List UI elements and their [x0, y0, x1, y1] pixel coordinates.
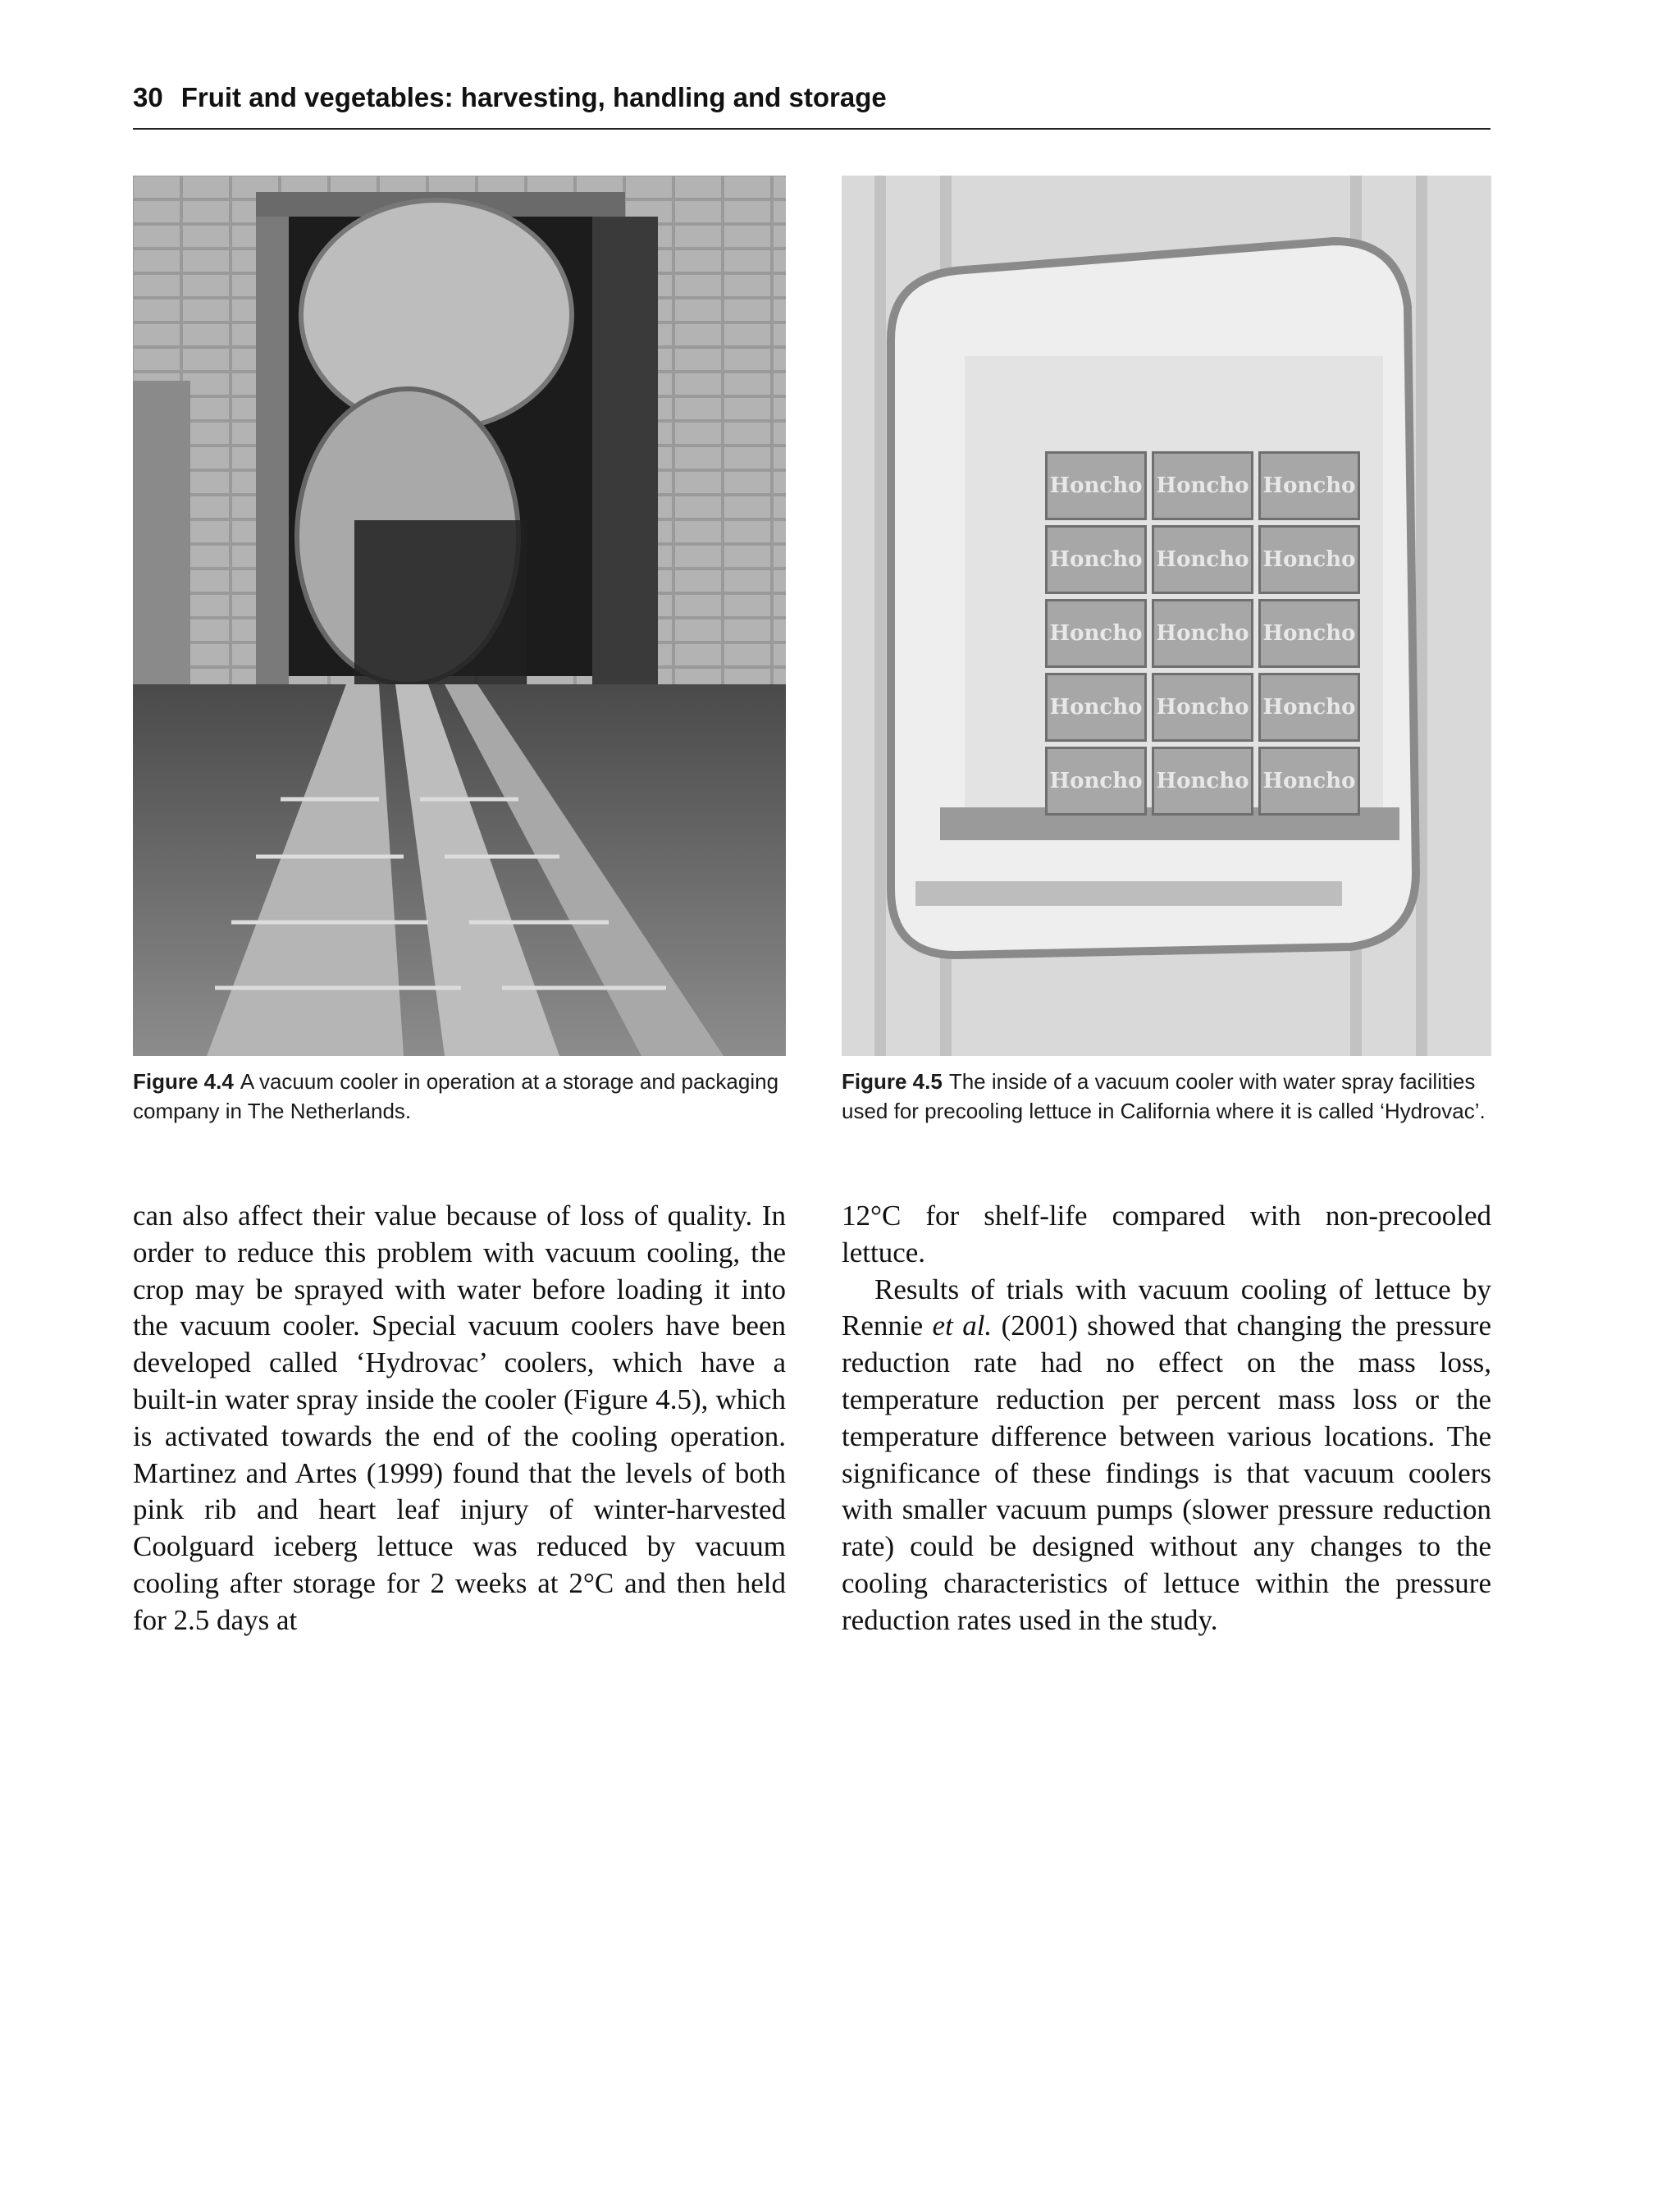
lettuce-box-stack: [1045, 451, 1365, 819]
lettuce-box: Honcho: [1258, 525, 1360, 594]
header-rule: [133, 128, 1491, 130]
running-title: Fruit and vegetables: harvesting, handling and storage: [180, 82, 887, 112]
lettuce-box: Honcho: [1152, 747, 1253, 816]
lettuce-box: Honcho: [1152, 451, 1253, 520]
figure-caption: [133, 1067, 786, 1126]
body-paragraph: can also affect their value because of loss of quality. In order to reduce this problem with vacuum cooling, the crop may be sprayed with water before loading it into the vacuum cooler. Special vacuum coolers have been developed called ‘Hydrovac’ coolers, which have a built-in water spray inside the cooler (Figure 4.5), which is activated towards the end of the cooling operation. Martinez and Artes (1999) found that the levels of both pink rib and heart leaf injury of winter-harvested Coolguard iceberg lettuce was reduced by vacuum cooling after storage for 2 weeks at 2°C and then held for 2.5 days at: [133, 1200, 786, 1636]
figure-caption: [842, 1067, 1491, 1126]
lettuce-box: Honcho: [1258, 451, 1360, 520]
figure-label: Figure 4.5: [842, 1069, 943, 1094]
lettuce-box: Honcho: [1258, 747, 1360, 816]
lettuce-box: Honcho: [1045, 451, 1147, 520]
lettuce-box: Honcho: [1152, 673, 1253, 742]
lettuce-box: Honcho: [1152, 599, 1253, 668]
text-run: (2001) showed that changing the pressure reduction rate had no effect on the mass loss, temperature reduction per percent mass loss or the temperature difference between various locations. The significance of these findings is that vacuum coolers with smaller vacuum pumps (slower pressure reduction rate) could be designed without any changes to the cooling characteristics of lettuce within the pressure reduction rates used in the study.: [842, 1310, 1491, 1636]
body-column-left: [133, 1198, 786, 1639]
lettuce-box: Honcho: [1258, 673, 1360, 742]
figure-caption-text: The inside of a vacuum cooler with water spray facilities used for precooling lettuce in California where it is called ‘Hydrovac’.: [842, 1069, 1486, 1123]
vacuum-cooler-netherlands-photo: [133, 176, 786, 1056]
body-paragraph: [842, 1272, 1491, 1639]
body-column-right: [842, 1198, 1491, 1639]
lettuce-box: Honcho: [1045, 747, 1147, 816]
lettuce-box: Honcho: [1152, 525, 1253, 594]
lettuce-box: Honcho: [1045, 525, 1147, 594]
page-number: 30: [133, 82, 163, 112]
text-run: Results of trials with vacuum cooling of lettuce by Rennie: [842, 1273, 1491, 1342]
lettuce-box: Honcho: [1258, 599, 1360, 668]
vacuum-cooler-illustration: [133, 176, 786, 1056]
figure-caption-text: A vacuum cooler in operation at a storage and packaging company in The Netherlands.: [133, 1069, 779, 1123]
lettuce-box: Honcho: [1045, 599, 1147, 668]
body-paragraph: 12°C for shelf-life compared with non-precooled lettuce.: [842, 1200, 1491, 1268]
text-run-italic: et al.: [932, 1310, 993, 1342]
running-head: [133, 82, 887, 113]
lettuce-box: Honcho: [1045, 673, 1147, 742]
figure-label: Figure 4.4: [133, 1069, 234, 1094]
